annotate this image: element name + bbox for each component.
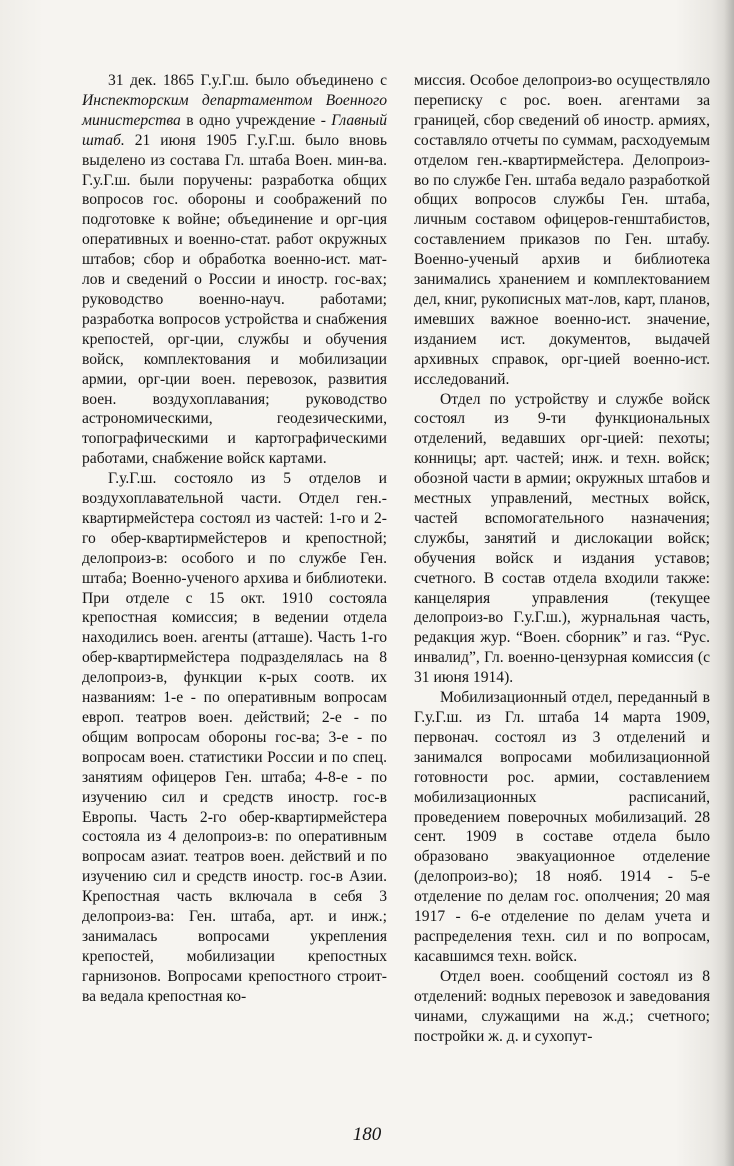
paragraph-right-4: Отдел воен. сообщений состоял из 8 отделений: водных перевозок и заведования чинами, служащими на ж.д.; счетного; постройки ж. д. и сухопут- bbox=[414, 967, 710, 1045]
scan-edge-shadow bbox=[724, 0, 734, 1166]
paragraph-left-1 bbox=[82, 71, 387, 469]
paragraph-left-1-text-c: 21 июня 1905 Г.у.Г.ш. было вновь выделено из состава Гл. штаба Воен. мин-ва. Г.у.Г.ш. были поручены: разработка общих вопросов гос. обороны и соображений по подготовке к войне; объединение и орг-ция оперативных и военно-стат. работ окружных штабов; сбор и обработка военно-ист. мат-лов и сведений о России и иностр. гос-вах; руководство военно-науч. работами; разработка вопросов устройства и снабжения крепостей, орг-ции, службы и обучения войск, комплектования и мобилизации армии, орг-ции воен. перевозок, развития воен. воздухоплавания; руководство астрономическими, геодезическими, топографическими и картографическими работами, снабжение войск картами. bbox=[82, 131, 387, 468]
paragraph-right-1: миссия. Особое делопроиз-во осуществляло переписку с рос. воен. агентами за границей, сбор сведений об иностр. армиях, составляло отчеты по суммам, расходуемым отделом ген.-квартирмейстера. Делопроиз-во по службе Ген. штаба ведало разработкой общих вопросов службы Ген. штаба, личным составом офицеров-генштабистов, составлением приказов по Ген. штабу. Военно-ученый архив и библиотека занимались хранением и комплектованием дел, книг, рукописных мат-лов, карт, планов, имевших важное военно-ист. значение, изданием ист. документов, выдачей архивных справок, орг-цией военно-ист. исследований. bbox=[414, 72, 710, 388]
paragraph-left-1-text-b: в одно учреждение - bbox=[180, 111, 332, 129]
right-column bbox=[414, 71, 710, 1046]
paragraph-left-1-text-a: 31 дек. 1865 Г.у.Г.ш. было объединено с bbox=[108, 72, 387, 89]
left-column bbox=[82, 71, 387, 1007]
page-number: 180 bbox=[352, 1124, 382, 1145]
paragraph-left-1-italic-b: Главный штаб. bbox=[82, 111, 387, 149]
paragraph-right-3: Мобилизационный отдел, переданный в Г.у.Г.ш. из Гл. штаба 14 марта 1909, первонач. состоял из 3 отделений и занимался вопросами мобилизационной готовности рос. армии, составлением мобилизационных расписаний, проведением поверочных мобилизаций. 28 сент. 1909 в составе отдела было образовано эвакуационное отделение (делопроиз-во); 18 нояб. 1914 - 5-е отделение по делам гос. ополчения; 20 мая 1917 - 6-е отделение по делам учета и распределения техн. сил и по вопросам, касавшимся техн. войск. bbox=[414, 689, 710, 965]
paragraph-right-2: Отдел по устройству и службе войск состоял из 9-ти функциональных отделений, ведавших орг-цией: пехоты; конницы; арт. частей; инж. и техн. войск; обозной части в армии; окружных штабов и местных управлений, местных войск, частей вспомогательного назначения; службы, занятий и дислокации войск; обучения войск и издания уставов; счетного. В состав отдела входили также: канцелярия управления (текущее делопроиз-во Г.у.Г.ш.), журнальная часть, редакция жур. “Воен. сборник” и газ. “Рус. инвалид”, Гл. военно-цензурная комиссия (с 31 июня 1914). bbox=[414, 390, 710, 687]
paragraph-left-1-italic-a: Инспекторским департаментом Военного министерства bbox=[82, 91, 387, 129]
paragraph-left-2: Г.у.Г.ш. состояло из 5 отделов и воздухоплавательной части. Отдел ген.-квартирмейстера состоял из частей: 1-го и 2-го обер-квартирмейстеров и крепостной; делопроиз-в: особого и по службе Ген. штаба; Военно-ученого архива и библиотеки. При отделе с 15 окт. 1910 состояла крепостная комиссия; в ведении отдела находились воен. агенты (атташе). Часть 1-го обер-квартирмейстера подразделялась на 8 делопроиз-в, функции к-рых соотв. их названиям: 1-е - по оперативным вопросам европ. театров воен. действий; 2-е - по общим вопросам обороны гос-ва; 3-е - по вопросам воен. статистики России и по спец. занятиям офицеров Ген. штаба; 4-8-е - по изучению сил и средств иностр. гос-в Европы. Часть 2-го обер-квартирмейстера состояла из 4 делопроиз-в: по оперативным вопросам азиат. театров воен. действий и по изучению сил и средств иностр. гос-в Азии. Крепостная часть включала в себя 3 делопроиз-ва: Ген. штаба, арт. и инж.; занималась вопросами укрепления крепостей, мобилизации крепостных гарнизонов. Вопросами крепостного строит-ва ведала крепостная ко- bbox=[82, 470, 387, 1005]
